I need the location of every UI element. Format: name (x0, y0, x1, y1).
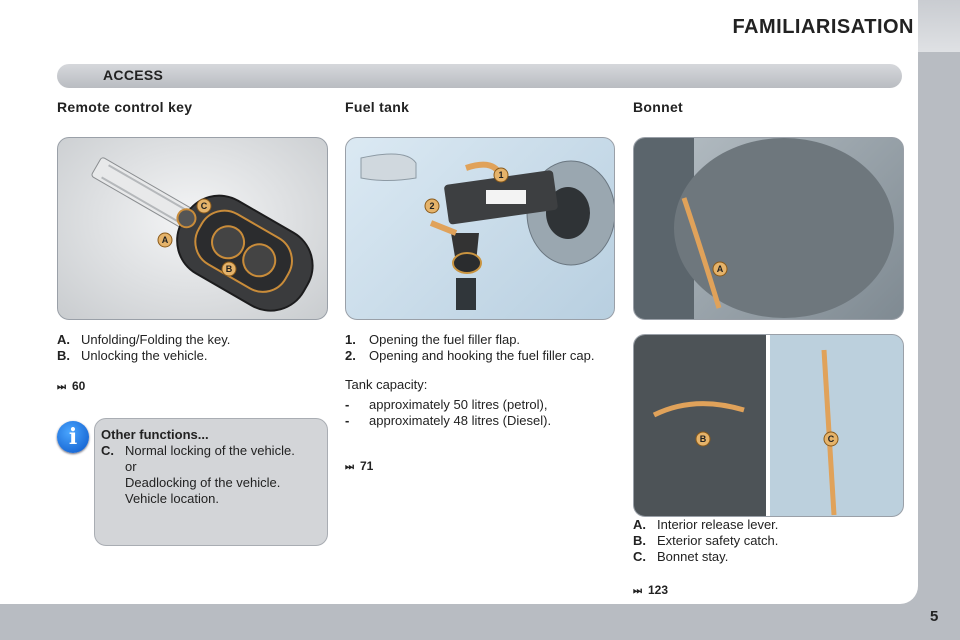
bonnet-list (633, 517, 903, 565)
item-text: approximately 48 litres (Diesel). (369, 413, 552, 428)
fuel-callout-2: 2 (429, 201, 435, 211)
double-arrow-icon: ⏭ (345, 462, 354, 473)
bonnet-callout-b: B (699, 434, 707, 444)
item-dash: - (345, 413, 350, 428)
item-dash: - (345, 397, 350, 412)
fuel-tank-image (345, 137, 615, 320)
remote-callout-c: C (200, 201, 208, 211)
list-item (345, 332, 615, 348)
fuel-page-reference[interactable] (345, 459, 373, 473)
item-label: A. (57, 332, 70, 347)
item-label: C. (101, 443, 114, 458)
info-box (94, 418, 328, 546)
info-heading: Other functions... (101, 427, 209, 442)
list-item (345, 348, 615, 364)
info-line: Vehicle location. (125, 491, 219, 506)
bonnet-heading: Bonnet (633, 99, 684, 115)
item-label: B. (633, 533, 646, 548)
item-label: B. (57, 348, 70, 363)
info-line: Normal locking of the vehicle. (125, 443, 295, 458)
reference-number: 60 (72, 379, 86, 393)
reference-number: 123 (648, 583, 669, 597)
remote-callout-b: B (225, 264, 233, 274)
item-label: 1. (345, 332, 356, 347)
item-text: approximately 50 litres (petrol), (369, 397, 548, 412)
remote-key-image (57, 137, 328, 320)
item-label: A. (633, 517, 646, 532)
item-text: Opening the fuel filler flap. (369, 332, 521, 347)
tank-capacity-label: Tank capacity: (345, 377, 428, 392)
item-text: Bonnet stay. (657, 549, 729, 564)
page-number: 5 (930, 608, 939, 625)
list-item (345, 397, 615, 413)
double-arrow-icon: ⏭ (633, 586, 642, 597)
item-label: 2. (345, 348, 356, 363)
remote-heading: Remote control key (57, 99, 193, 115)
list-item (345, 413, 615, 429)
bonnet-engine-image (633, 334, 904, 517)
fuel-callout-1: 1 (498, 170, 504, 180)
remote-page-reference[interactable] (57, 379, 85, 393)
list-item (57, 332, 327, 348)
fuel-list (345, 332, 615, 429)
double-arrow-icon: ⏭ (57, 382, 66, 393)
item-text: Unlocking the vehicle. (81, 348, 208, 363)
list-item (633, 549, 903, 565)
info-line: or (125, 459, 137, 474)
bonnet-callout-a: A (716, 264, 724, 274)
info-line: Deadlocking of the vehicle. (125, 475, 281, 490)
page-title: FAMILIARISATION (732, 16, 914, 38)
bonnet-callout-c: C (827, 434, 835, 444)
reference-number: 71 (360, 459, 374, 473)
list-item (633, 517, 903, 533)
bonnet-page-reference[interactable] (633, 583, 668, 597)
item-label: C. (633, 549, 646, 564)
list-item (57, 348, 327, 364)
section-bar (57, 64, 902, 88)
fuel-heading: Fuel tank (345, 99, 410, 115)
item-text: Interior release lever. (657, 517, 779, 532)
remote-list (57, 332, 327, 364)
item-text: Unfolding/Folding the key. (81, 332, 231, 347)
header-tab (0, 30, 470, 60)
item-text: Exterior safety catch. (657, 533, 779, 548)
item-text: Opening and hooking the fuel filler cap. (369, 348, 595, 363)
remote-callout-a: A (161, 235, 169, 245)
bonnet-interior-image (633, 137, 904, 320)
section-title: ACCESS (103, 67, 164, 83)
list-item (633, 533, 903, 549)
info-icon: i (57, 421, 89, 453)
